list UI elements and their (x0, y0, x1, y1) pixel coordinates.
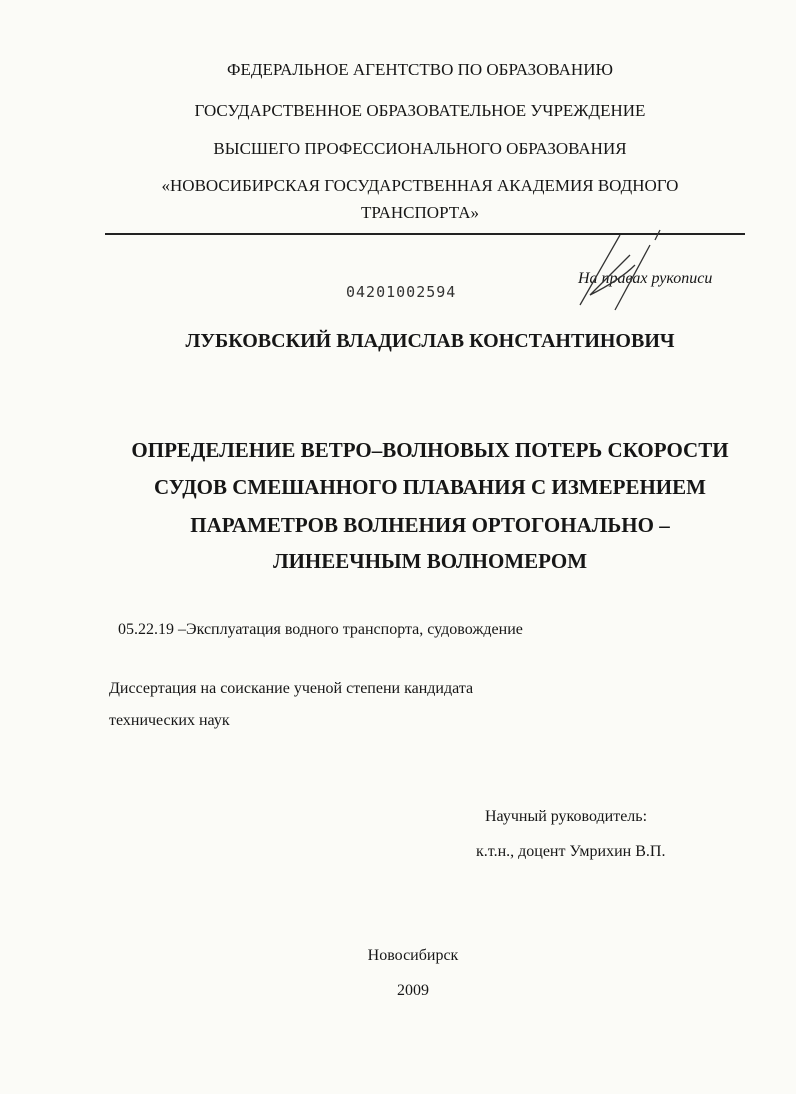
manuscript-note: На правах рукописи (578, 270, 713, 287)
header-line: ФЕДЕРАЛЬНОЕ АГЕНТСТВО ПО ОБРАЗОВАНИЮ (227, 60, 613, 79)
header-line: «НОВОСИБИРСКАЯ ГОСУДАРСТВЕННАЯ АКАДЕМИЯ ВОДНОГО (161, 176, 679, 195)
signature (560, 225, 713, 315)
year: 2009 (397, 982, 429, 999)
author-name: ЛУБКОВСКИЙ ВЛАДИСЛАВ КОНСТАНТИНОВИЧ (185, 330, 675, 352)
header-line: ГОСУДАРСТВЕННОЕ ОБРАЗОВАТЕЛЬНОЕ УЧРЕЖДЕНИЕ (194, 101, 646, 120)
title-line: ЛИНЕЕЧНЫМ ВОЛНОМЕРОМ (272, 549, 588, 573)
specialty: 05.22.19 –Эксплуатация водного транспорта, судовождение (118, 621, 523, 638)
header-line: ВЫСШЕГО ПРОФЕССИОНАЛЬНОГО ОБРАЗОВАНИЯ (213, 139, 627, 158)
title-line: ОПРЕДЕЛЕНИЕ ВЕТРО–ВОЛНОВЫХ ПОТЕРЬ СКОРОСТИ (131, 438, 729, 462)
title-line: ПАРАМЕТРОВ ВОЛНЕНИЯ ОРТОГОНАЛЬНО – (190, 513, 670, 537)
header-line: ТРАНСПОРТА» (360, 203, 480, 222)
catalog-number: 04201002594 (346, 283, 457, 301)
degree-line: Диссертация на соискание ученой степени кандидата (109, 680, 474, 697)
advisor-label: Научный руководитель: (485, 808, 648, 825)
advisor-name: к.т.н., доцент Умрихин В.П. (476, 843, 666, 860)
degree-line: технических наук (109, 712, 230, 729)
title-line: СУДОВ СМЕШАННОГО ПЛАВАНИЯ С ИЗМЕРЕНИЕМ (154, 475, 706, 499)
city: Новосибирск (367, 947, 459, 964)
